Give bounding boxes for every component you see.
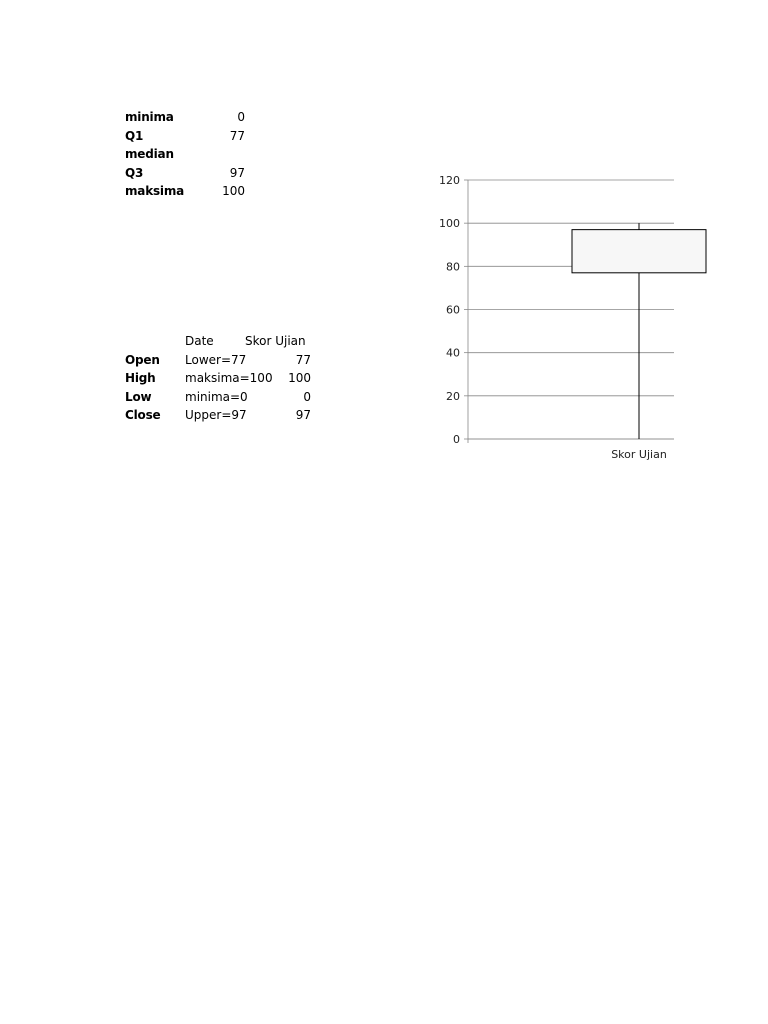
ohlc-row-date: maksima=100 bbox=[185, 371, 273, 386]
stat-row-maksima bbox=[125, 182, 245, 201]
stat-row-median bbox=[125, 145, 245, 164]
stat-label: Q1 bbox=[125, 128, 144, 143]
ohlc-row-value: 0 bbox=[303, 389, 311, 404]
ohlc-row-value: 100 bbox=[288, 371, 311, 386]
y-tick-label: 120 bbox=[439, 174, 460, 187]
y-tick-label: 0 bbox=[453, 433, 460, 446]
y-tick-label: 60 bbox=[446, 303, 460, 317]
ohlc-row-close bbox=[125, 406, 311, 425]
ohlc-row-name: Low bbox=[125, 389, 152, 404]
stat-row-q1 bbox=[125, 127, 245, 146]
stat-label: maksima bbox=[125, 184, 185, 199]
stat-row-minima bbox=[125, 108, 245, 127]
stat-label: Q3 bbox=[125, 165, 144, 180]
stat-label: minima bbox=[125, 110, 174, 124]
stat-value: 97 bbox=[229, 165, 245, 180]
ohlc-row-value: 97 bbox=[295, 408, 311, 423]
ohlc-row-name: Close bbox=[125, 408, 161, 423]
ohlc-row-date: Lower=77 bbox=[185, 352, 247, 367]
ohlc-row-date: minima=0 bbox=[185, 389, 248, 404]
box-iqr bbox=[572, 230, 706, 273]
ohlc-row-low bbox=[125, 388, 311, 407]
ohlc-table bbox=[125, 332, 311, 425]
stat-value: 100 bbox=[222, 184, 245, 199]
ohlc-header-row bbox=[125, 332, 311, 351]
y-tick-label: 20 bbox=[446, 389, 460, 403]
y-tick-label: 100 bbox=[439, 217, 460, 231]
stat-value: 77 bbox=[229, 128, 245, 143]
ohlc-row-date: Upper=97 bbox=[185, 408, 247, 423]
ohlc-row-high bbox=[125, 369, 311, 388]
stat-value: 0 bbox=[237, 110, 245, 124]
ohlc-header-skor: Skor Ujian bbox=[245, 334, 306, 348]
box-plot-chart bbox=[430, 168, 690, 468]
stat-row-q3 bbox=[125, 164, 245, 183]
ohlc-row-name: Open bbox=[125, 352, 160, 367]
ohlc-row-open bbox=[125, 351, 311, 370]
ohlc-header-date: Date bbox=[185, 334, 214, 348]
summary-statistics bbox=[125, 108, 245, 201]
stat-label: median bbox=[125, 147, 174, 162]
y-tick-label: 40 bbox=[446, 346, 460, 360]
x-category-label: Skor Ujian bbox=[611, 448, 667, 461]
ohlc-row-value: 77 bbox=[295, 352, 311, 367]
y-tick-label: 80 bbox=[446, 260, 460, 274]
ohlc-row-name: High bbox=[125, 371, 156, 386]
